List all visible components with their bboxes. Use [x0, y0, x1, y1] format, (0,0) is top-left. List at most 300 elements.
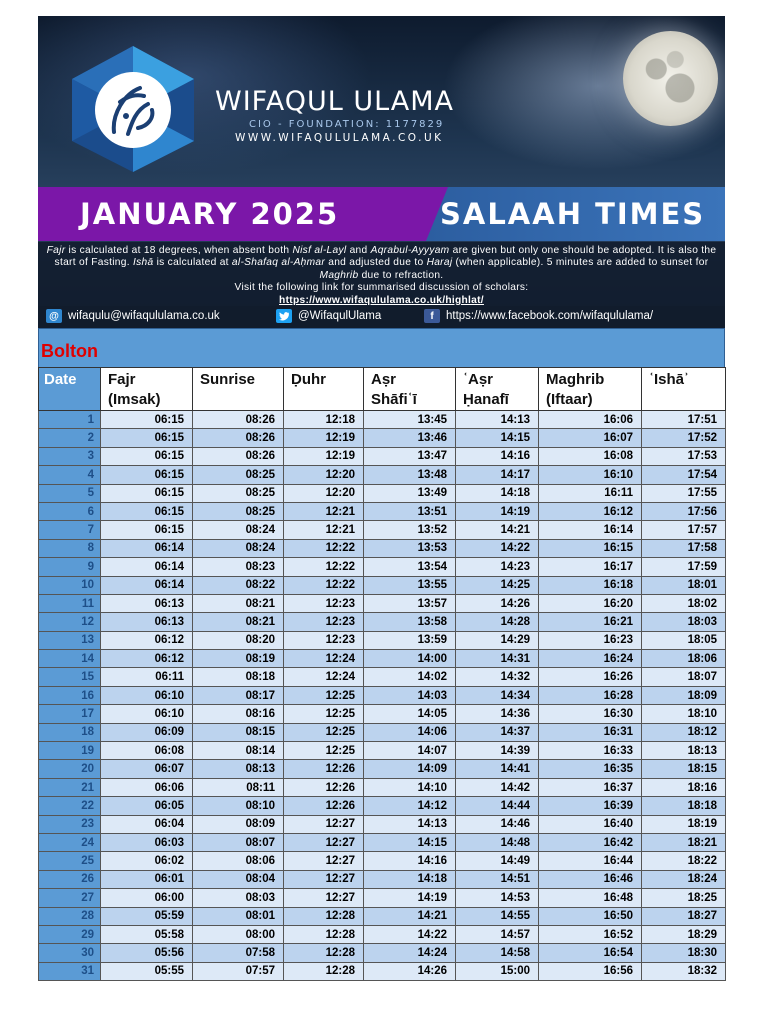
cell-asr-hanafi: 14:13: [456, 411, 539, 429]
cell-date: 10: [39, 576, 101, 594]
cell-date: 12: [39, 613, 101, 631]
table-row: [39, 521, 726, 539]
cell-isha: 18:25: [642, 889, 726, 907]
cell-fajr: 05:56: [101, 944, 193, 962]
cell-fajr: 06:15: [101, 447, 193, 465]
cell-duhr: 12:26: [284, 760, 364, 778]
cell-sunrise: 08:26: [193, 429, 284, 447]
wifaqul-ulama-logo: [62, 44, 204, 174]
cell-sunrise: 08:16: [193, 705, 284, 723]
cell-isha: 18:24: [642, 870, 726, 888]
cell-asr-shafii: 13:59: [364, 631, 456, 649]
cell-asr-hanafi: 14:36: [456, 705, 539, 723]
cell-asr-shafii: 13:55: [364, 576, 456, 594]
cell-fajr: 06:03: [101, 833, 193, 851]
cell-sunrise: 08:09: [193, 815, 284, 833]
cell-asr-shafii: 13:51: [364, 502, 456, 520]
cell-maghrib: 16:21: [539, 613, 642, 631]
salaah-times-title: SALAAH TIMES: [440, 197, 706, 231]
cell-asr-shafii: 13:53: [364, 539, 456, 557]
column-header-isha: [642, 368, 726, 411]
cell-date: 17: [39, 705, 101, 723]
cell-sunrise: 08:25: [193, 484, 284, 502]
cell-maghrib: 16:26: [539, 668, 642, 686]
cell-asr-hanafi: 14:15: [456, 429, 539, 447]
cell-isha: 18:09: [642, 686, 726, 704]
cell-maghrib: 16:10: [539, 466, 642, 484]
cell-duhr: 12:28: [284, 944, 364, 962]
cell-duhr: 12:25: [284, 723, 364, 741]
table-row: [39, 650, 726, 668]
cell-fajr: 06:01: [101, 870, 193, 888]
table-row: [39, 613, 726, 631]
cell-maghrib: 16:11: [539, 484, 642, 502]
cell-asr-shafii: 14:24: [364, 944, 456, 962]
cell-date: 23: [39, 815, 101, 833]
cell-fajr: 06:15: [101, 411, 193, 429]
cell-fajr: 06:14: [101, 558, 193, 576]
cell-isha: 18:32: [642, 962, 726, 980]
cell-asr-shafii: 14:05: [364, 705, 456, 723]
salaah-times-table: [38, 367, 726, 981]
cell-duhr: 12:22: [284, 558, 364, 576]
cell-asr-hanafi: 14:32: [456, 668, 539, 686]
cell-asr-hanafi: 14:37: [456, 723, 539, 741]
cell-sunrise: 08:04: [193, 870, 284, 888]
cell-date: 20: [39, 760, 101, 778]
cell-asr-shafii: 13:54: [364, 558, 456, 576]
cell-asr-hanafi: 14:21: [456, 521, 539, 539]
cell-maghrib: 16:31: [539, 723, 642, 741]
cell-duhr: 12:26: [284, 797, 364, 815]
cell-duhr: 12:21: [284, 502, 364, 520]
cell-fajr: 06:06: [101, 778, 193, 796]
cell-isha: 18:18: [642, 797, 726, 815]
cell-sunrise: 08:21: [193, 594, 284, 612]
cell-isha: 18:07: [642, 668, 726, 686]
cell-fajr: 06:14: [101, 539, 193, 557]
cell-asr-shafii: 14:22: [364, 925, 456, 943]
cell-maghrib: 16:46: [539, 870, 642, 888]
header-banner: [38, 16, 725, 328]
at-sign-icon: @: [46, 309, 62, 323]
cell-date: 2: [39, 429, 101, 447]
cell-fajr: 06:10: [101, 705, 193, 723]
cell-asr-shafii: 14:07: [364, 742, 456, 760]
column-header-line: Aṣr: [371, 371, 397, 388]
cell-asr-hanafi: 14:28: [456, 613, 539, 631]
table-row: [39, 870, 726, 888]
cell-isha: 17:52: [642, 429, 726, 447]
cell-sunrise: 08:07: [193, 833, 284, 851]
table-row: [39, 539, 726, 557]
column-header-line: Ḥanafī: [463, 391, 509, 408]
facebook-url: https://www.facebook.com/wifaqululama/: [446, 310, 654, 322]
column-header-line: Date: [44, 371, 77, 388]
column-header-line: Sunrise: [200, 371, 256, 388]
cell-asr-shafii: 13:57: [364, 594, 456, 612]
cell-isha: 18:03: [642, 613, 726, 631]
cell-maghrib: 16:14: [539, 521, 642, 539]
cell-date: 6: [39, 502, 101, 520]
table-row: [39, 852, 726, 870]
cell-asr-shafii: 14:00: [364, 650, 456, 668]
cell-date: 31: [39, 962, 101, 980]
cell-isha: 18:22: [642, 852, 726, 870]
table-row: [39, 411, 726, 429]
cell-duhr: 12:20: [284, 484, 364, 502]
cell-fajr: 06:05: [101, 797, 193, 815]
cell-asr-hanafi: 14:58: [456, 944, 539, 962]
cell-asr-shafii: 14:21: [364, 907, 456, 925]
cell-isha: 18:12: [642, 723, 726, 741]
cell-fajr: 05:58: [101, 925, 193, 943]
cell-maghrib: 16:44: [539, 852, 642, 870]
table-row: [39, 760, 726, 778]
cell-asr-shafii: 14:15: [364, 833, 456, 851]
cell-asr-shafii: 14:16: [364, 852, 456, 870]
cell-isha: 18:02: [642, 594, 726, 612]
location-name: Bolton: [41, 341, 98, 361]
cell-asr-shafii: 13:52: [364, 521, 456, 539]
cell-fajr: 06:15: [101, 429, 193, 447]
cell-duhr: 12:25: [284, 705, 364, 723]
cell-sunrise: 08:26: [193, 447, 284, 465]
column-header-asr-shafii: [364, 368, 456, 411]
column-header-asr-hanafi: [456, 368, 539, 411]
table-row: [39, 705, 726, 723]
cell-isha: 18:30: [642, 944, 726, 962]
column-header-maghrib: [539, 368, 642, 411]
cell-maghrib: 16:20: [539, 594, 642, 612]
cell-asr-hanafi: 14:25: [456, 576, 539, 594]
cell-isha: 18:21: [642, 833, 726, 851]
cell-maghrib: 16:50: [539, 907, 642, 925]
cell-fajr: 06:02: [101, 852, 193, 870]
cell-isha: 17:53: [642, 447, 726, 465]
cell-asr-hanafi: 14:49: [456, 852, 539, 870]
cell-isha: 17:55: [642, 484, 726, 502]
column-header-line: Shāfiʿī: [371, 391, 417, 408]
cell-isha: 17:51: [642, 411, 726, 429]
calculation-notice: Fajr is calculated at 18 degrees, when absent both Nisf al-Layl and Aqrabul-Ayyyam are given but only one should be adopted. It is also the start of Fasting. Ishā is calculated at al-Shafaq al-Aḥmar and adjusted due to Haraj (when applicable). 5 minutes are added to sunset for Maghrib due to refraction. Visit the following link for summarised discussion of scholars: https://www.wifaqululama.co.uk/highlat/: [38, 242, 725, 307]
cell-isha: 18:05: [642, 631, 726, 649]
cell-asr-shafii: 14:12: [364, 797, 456, 815]
cell-asr-hanafi: 14:57: [456, 925, 539, 943]
cell-sunrise: 08:03: [193, 889, 284, 907]
cell-asr-shafii: 14:18: [364, 870, 456, 888]
cell-date: 4: [39, 466, 101, 484]
cell-isha: 17:58: [642, 539, 726, 557]
cell-maghrib: 16:33: [539, 742, 642, 760]
moon-image: [623, 31, 718, 126]
cell-asr-hanafi: 14:29: [456, 631, 539, 649]
cell-maghrib: 16:52: [539, 925, 642, 943]
cell-date: 5: [39, 484, 101, 502]
cell-isha: 17:57: [642, 521, 726, 539]
org-website: WWW.WIFAQULULAMA.CO.UK: [235, 132, 444, 144]
table-row: [39, 833, 726, 851]
cell-maghrib: 16:30: [539, 705, 642, 723]
column-header-line: Fajr: [108, 371, 136, 388]
table-row: [39, 797, 726, 815]
cell-asr-hanafi: 14:23: [456, 558, 539, 576]
cell-maghrib: 16:37: [539, 778, 642, 796]
table-row: [39, 447, 726, 465]
cell-sunrise: 08:25: [193, 502, 284, 520]
cell-duhr: 12:18: [284, 411, 364, 429]
table-row: [39, 558, 726, 576]
email-address: wifaqulu@wifaqululama.co.uk: [68, 310, 220, 322]
table-row: [39, 962, 726, 980]
table-row: [39, 944, 726, 962]
table-row: [39, 631, 726, 649]
cell-sunrise: 08:19: [193, 650, 284, 668]
table-row: [39, 668, 726, 686]
table-row: [39, 815, 726, 833]
twitter-handle: @WifaqulUlama: [298, 310, 382, 322]
facebook-contact[interactable]: [424, 309, 653, 323]
cell-duhr: 12:27: [284, 889, 364, 907]
cell-sunrise: 08:01: [193, 907, 284, 925]
cell-fajr: 06:12: [101, 650, 193, 668]
column-header-line: Ḍuhr: [291, 371, 326, 388]
cell-asr-shafii: 14:03: [364, 686, 456, 704]
contact-bar: [38, 306, 725, 328]
org-name: WIFAQUL ULAMA: [215, 86, 455, 117]
cell-asr-hanafi: 14:48: [456, 833, 539, 851]
cell-asr-hanafi: 14:42: [456, 778, 539, 796]
twitter-contact[interactable]: [276, 309, 381, 323]
cell-isha: 18:10: [642, 705, 726, 723]
cell-isha: 18:15: [642, 760, 726, 778]
cell-duhr: 12:27: [284, 870, 364, 888]
cell-sunrise: 08:20: [193, 631, 284, 649]
column-header-line: ʿAṣr: [463, 371, 494, 388]
cell-asr-shafii: 13:45: [364, 411, 456, 429]
cell-duhr: 12:28: [284, 962, 364, 980]
cell-date: 30: [39, 944, 101, 962]
cell-sunrise: 08:10: [193, 797, 284, 815]
cell-duhr: 12:26: [284, 778, 364, 796]
cell-asr-shafii: 13:49: [364, 484, 456, 502]
cell-asr-hanafi: 14:34: [456, 686, 539, 704]
cell-maghrib: 16:12: [539, 502, 642, 520]
cell-maghrib: 16:18: [539, 576, 642, 594]
cell-isha: 18:13: [642, 742, 726, 760]
cell-duhr: 12:20: [284, 466, 364, 484]
column-header-line: Maghrib: [546, 371, 605, 388]
cell-asr-hanafi: 14:46: [456, 815, 539, 833]
cell-sunrise: 08:26: [193, 411, 284, 429]
column-header-line: (Imsak): [108, 391, 161, 408]
twitter-bird-icon: [276, 309, 292, 323]
cell-duhr: 12:22: [284, 539, 364, 557]
cell-sunrise: 08:18: [193, 668, 284, 686]
cell-date: 19: [39, 742, 101, 760]
cell-duhr: 12:23: [284, 631, 364, 649]
cell-duhr: 12:23: [284, 594, 364, 612]
cell-date: 26: [39, 870, 101, 888]
cell-maghrib: 16:08: [539, 447, 642, 465]
cell-asr-hanafi: 14:18: [456, 484, 539, 502]
cell-fajr: 06:09: [101, 723, 193, 741]
cell-fajr: 06:15: [101, 502, 193, 520]
table-row: [39, 907, 726, 925]
cell-fajr: 06:04: [101, 815, 193, 833]
cell-sunrise: 08:15: [193, 723, 284, 741]
location-row: [38, 328, 725, 367]
column-header-line: ʿIshāʾ: [649, 371, 690, 388]
table-row: [39, 429, 726, 447]
cell-sunrise: 08:00: [193, 925, 284, 943]
cell-date: 25: [39, 852, 101, 870]
cell-duhr: 12:25: [284, 742, 364, 760]
column-header-sunrise: [193, 368, 284, 411]
cell-asr-shafii: 13:47: [364, 447, 456, 465]
email-contact[interactable]: [46, 309, 220, 323]
cell-fajr: 06:13: [101, 613, 193, 631]
cell-asr-hanafi: 14:41: [456, 760, 539, 778]
cell-asr-hanafi: 14:39: [456, 742, 539, 760]
cell-date: 28: [39, 907, 101, 925]
table-row: [39, 925, 726, 943]
cell-date: 18: [39, 723, 101, 741]
table-row: [39, 484, 726, 502]
month-title: JANUARY 2025: [80, 197, 340, 231]
cell-duhr: 12:24: [284, 650, 364, 668]
cell-date: 8: [39, 539, 101, 557]
cell-asr-hanafi: 14:31: [456, 650, 539, 668]
cell-date: 9: [39, 558, 101, 576]
column-header-line: (Iftaar): [546, 391, 593, 408]
cell-duhr: 12:19: [284, 429, 364, 447]
cell-date: 16: [39, 686, 101, 704]
cell-asr-hanafi: 14:44: [456, 797, 539, 815]
table-header-row: [39, 368, 726, 411]
cell-fajr: 06:15: [101, 521, 193, 539]
cell-fajr: 05:55: [101, 962, 193, 980]
cell-isha: 17:54: [642, 466, 726, 484]
cell-sunrise: 08:17: [193, 686, 284, 704]
cell-maghrib: 16:15: [539, 539, 642, 557]
table-row: [39, 594, 726, 612]
cell-maghrib: 16:28: [539, 686, 642, 704]
cell-sunrise: 08:24: [193, 521, 284, 539]
cell-sunrise: 08:13: [193, 760, 284, 778]
cell-asr-hanafi: 14:51: [456, 870, 539, 888]
table-row: [39, 466, 726, 484]
cell-asr-hanafi: 15:00: [456, 962, 539, 980]
cell-maghrib: 16:40: [539, 815, 642, 833]
cell-maghrib: 16:48: [539, 889, 642, 907]
cell-asr-hanafi: 14:53: [456, 889, 539, 907]
cell-asr-shafii: 13:46: [364, 429, 456, 447]
cell-date: 3: [39, 447, 101, 465]
cell-duhr: 12:21: [284, 521, 364, 539]
cell-asr-shafii: 14:10: [364, 778, 456, 796]
cell-date: 13: [39, 631, 101, 649]
cell-isha: 18:29: [642, 925, 726, 943]
cell-asr-hanafi: 14:17: [456, 466, 539, 484]
cell-asr-shafii: 14:09: [364, 760, 456, 778]
cell-duhr: 12:27: [284, 833, 364, 851]
cell-sunrise: 07:57: [193, 962, 284, 980]
cell-duhr: 12:23: [284, 613, 364, 631]
table-row: [39, 502, 726, 520]
cell-asr-shafii: 14:19: [364, 889, 456, 907]
highlat-link[interactable]: https://www.wifaqululama.co.uk/highlat/: [279, 294, 484, 306]
table-row: [39, 723, 726, 741]
cell-date: 11: [39, 594, 101, 612]
cell-maghrib: 16:24: [539, 650, 642, 668]
cell-maghrib: 16:23: [539, 631, 642, 649]
cell-fajr: 06:13: [101, 594, 193, 612]
cell-sunrise: 08:22: [193, 576, 284, 594]
cell-date: 14: [39, 650, 101, 668]
cell-sunrise: 08:21: [193, 613, 284, 631]
cell-duhr: 12:24: [284, 668, 364, 686]
cell-fajr: 06:00: [101, 889, 193, 907]
cell-asr-shafii: 14:02: [364, 668, 456, 686]
cell-maghrib: 16:39: [539, 797, 642, 815]
cell-maghrib: 16:56: [539, 962, 642, 980]
cell-fajr: 06:10: [101, 686, 193, 704]
cell-maghrib: 16:07: [539, 429, 642, 447]
table-row: [39, 576, 726, 594]
cell-date: 24: [39, 833, 101, 851]
cell-maghrib: 16:35: [539, 760, 642, 778]
cell-sunrise: 08:06: [193, 852, 284, 870]
cell-asr-hanafi: 14:26: [456, 594, 539, 612]
cell-date: 7: [39, 521, 101, 539]
cell-maghrib: 16:54: [539, 944, 642, 962]
column-header-date: [39, 368, 101, 411]
cell-asr-shafii: 14:26: [364, 962, 456, 980]
cell-date: 27: [39, 889, 101, 907]
cell-asr-hanafi: 14:19: [456, 502, 539, 520]
column-header-fajr: [101, 368, 193, 411]
cell-duhr: 12:27: [284, 815, 364, 833]
org-registration: CIO - FOUNDATION: 1177829: [249, 119, 445, 130]
cell-duhr: 12:28: [284, 925, 364, 943]
cell-duhr: 12:22: [284, 576, 364, 594]
cell-sunrise: 08:24: [193, 539, 284, 557]
cell-sunrise: 08:25: [193, 466, 284, 484]
cell-fajr: 06:07: [101, 760, 193, 778]
cell-fajr: 06:15: [101, 484, 193, 502]
cell-asr-shafii: 14:13: [364, 815, 456, 833]
cell-isha: 17:56: [642, 502, 726, 520]
cell-isha: 18:27: [642, 907, 726, 925]
cell-date: 1: [39, 411, 101, 429]
timetable-page: [38, 16, 725, 981]
cell-asr-hanafi: 14:22: [456, 539, 539, 557]
cell-date: 21: [39, 778, 101, 796]
cell-sunrise: 08:11: [193, 778, 284, 796]
cell-asr-shafii: 13:58: [364, 613, 456, 631]
cell-fajr: 06:14: [101, 576, 193, 594]
column-header-duhr: [284, 368, 364, 411]
cell-fajr: 05:59: [101, 907, 193, 925]
cell-fajr: 06:15: [101, 466, 193, 484]
facebook-f-icon: f: [424, 309, 440, 323]
cell-duhr: 12:28: [284, 907, 364, 925]
cell-date: 29: [39, 925, 101, 943]
cell-asr-hanafi: 14:55: [456, 907, 539, 925]
cell-maghrib: 16:17: [539, 558, 642, 576]
cell-sunrise: 08:14: [193, 742, 284, 760]
